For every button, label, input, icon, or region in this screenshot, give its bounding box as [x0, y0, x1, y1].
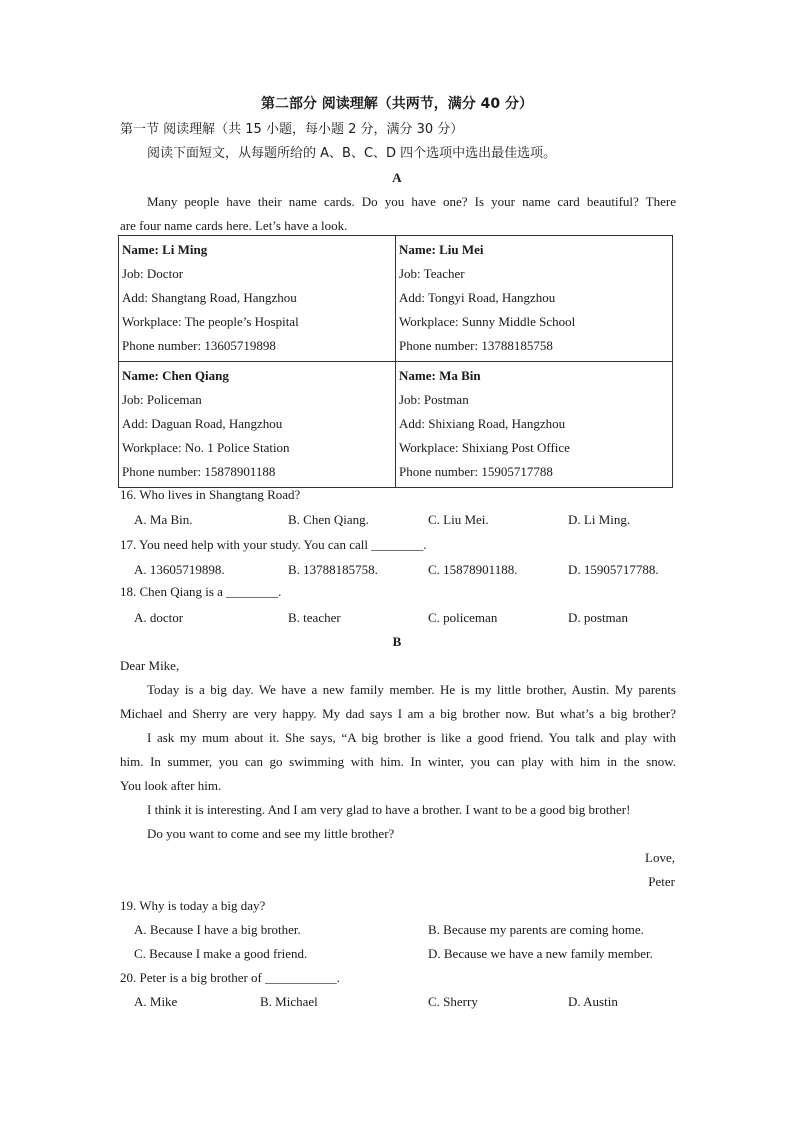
name-card-liu-mei	[396, 236, 673, 362]
card-address: Add: Shangtang Road, Hangzhou	[122, 290, 297, 305]
card-job: Job: Policeman	[122, 392, 202, 407]
question-19-option-d: D. Because we have a new family member.	[428, 946, 653, 961]
card-phone: Phone number: 13605719898	[122, 338, 276, 353]
letter-signature: Peter	[648, 874, 675, 889]
question-17-option-c: C. 15878901188.	[428, 562, 518, 577]
card-workplace: Workplace: Sunny Middle School	[399, 314, 576, 329]
question-20-option-c: C. Sherry	[428, 994, 478, 1009]
card-name: Name: Ma Bin	[399, 368, 481, 383]
passage-a-label: A	[392, 170, 402, 185]
letter-p2-line2: him. In summer, you can go swimming with him. In winter, you can play with him in the snow.	[120, 754, 676, 769]
question-16-option-d: D. Li Ming.	[568, 512, 631, 527]
question-17-stem: 17. You need help with your study. You can call ________.	[120, 537, 427, 552]
section-subtitle: 第一节 阅读理解（共 15 小题，每小题 2 分，满分 30 分）	[120, 122, 464, 137]
question-19-option-b: B. Because my parents are coming home.	[428, 922, 644, 937]
name-card-li-ming	[119, 236, 396, 362]
card-workplace: Workplace: No. 1 Police Station	[122, 440, 290, 455]
passage-a-intro-line1: Many people have their name cards. Do you have one? Is your name card beautiful? There	[147, 194, 676, 209]
card-phone: Phone number: 13788185758	[399, 338, 553, 353]
card-name: Name: Liu Mei	[399, 242, 484, 257]
instruction: 阅读下面短文，从每题所给的 A、B、C、D 四个选项中选出最佳选项。	[147, 146, 557, 161]
card-name: Name: Chen Qiang	[122, 368, 229, 383]
card-address: Add: Tongyi Road, Hangzhou	[399, 290, 556, 305]
name-cards-table	[118, 235, 673, 488]
card-workplace: Workplace: Shixiang Post Office	[399, 440, 570, 455]
card-workplace: Workplace: The people’s Hospital	[122, 314, 299, 329]
letter-greeting: Dear Mike,	[120, 658, 180, 673]
question-18-option-a: A. doctor	[134, 610, 184, 625]
question-16-option-a: A. Ma Bin.	[134, 512, 193, 527]
question-19-option-c: C. Because I make a good friend.	[134, 946, 308, 961]
letter-p1-line2: Michael and Sherry are very happy. My dad says I am a big brother now. But what’s a big brother?	[120, 706, 676, 721]
question-20-option-b: B. Michael	[260, 994, 318, 1009]
question-18-stem: 18. Chen Qiang is a ________.	[120, 584, 282, 599]
letter-p2-line3: You look after him.	[120, 778, 222, 793]
letter-closing: Love,	[645, 850, 675, 865]
question-19-option-a: A. Because I have a big brother.	[134, 922, 301, 937]
letter-p1-line1: Today is a big day. We have a new family member. He is my little brother, Austin. My parents	[147, 682, 676, 697]
question-16-option-b: B. Chen Qiang.	[288, 512, 369, 527]
question-17-option-b: B. 13788185758.	[288, 562, 378, 577]
name-card-ma-bin	[396, 362, 673, 488]
card-job: Job: Postman	[399, 392, 469, 407]
letter-p4: Do you want to come and see my little brother?	[147, 826, 395, 841]
card-address: Add: Daguan Road, Hangzhou	[122, 416, 283, 431]
card-name: Name: Li Ming	[122, 242, 208, 257]
question-18-option-d: D. postman	[568, 610, 628, 625]
question-20-option-a: A. Mike	[134, 994, 178, 1009]
passage-a-intro-line2: are four name cards here. Let’s have a look.	[120, 218, 348, 233]
question-19-stem: 19. Why is today a big day?	[120, 898, 266, 913]
question-16-option-c: C. Liu Mei.	[428, 512, 489, 527]
letter-p2-line1: I ask my mum about it. She says, “A big brother is like a good friend. You talk and play with	[147, 730, 676, 745]
card-address: Add: Shixiang Road, Hangzhou	[399, 416, 566, 431]
card-job: Job: Doctor	[122, 266, 184, 281]
letter-p3: I think it is interesting. And I am very glad to have a brother. I want to be a good big brother!	[147, 802, 631, 817]
card-job: Job: Teacher	[399, 266, 465, 281]
question-16-stem: 16. Who lives in Shangtang Road?	[120, 487, 301, 502]
question-18-option-b: B. teacher	[288, 610, 341, 625]
passage-b-label: B	[392, 634, 402, 649]
name-card-chen-qiang	[119, 362, 396, 488]
question-17-option-d: D. 15905717788.	[568, 562, 659, 577]
part-title: 第二部分 阅读理解（共两节，满分 40 分）	[260, 96, 534, 112]
card-phone: Phone number: 15905717788	[399, 464, 553, 479]
question-20-stem: 20. Peter is a big brother of ___________.	[120, 970, 340, 985]
question-17-option-a: A. 13605719898.	[134, 562, 225, 577]
question-20-option-d: D. Austin	[568, 994, 618, 1009]
question-18-option-c: C. policeman	[428, 610, 498, 625]
card-phone: Phone number: 15878901188	[122, 464, 276, 479]
